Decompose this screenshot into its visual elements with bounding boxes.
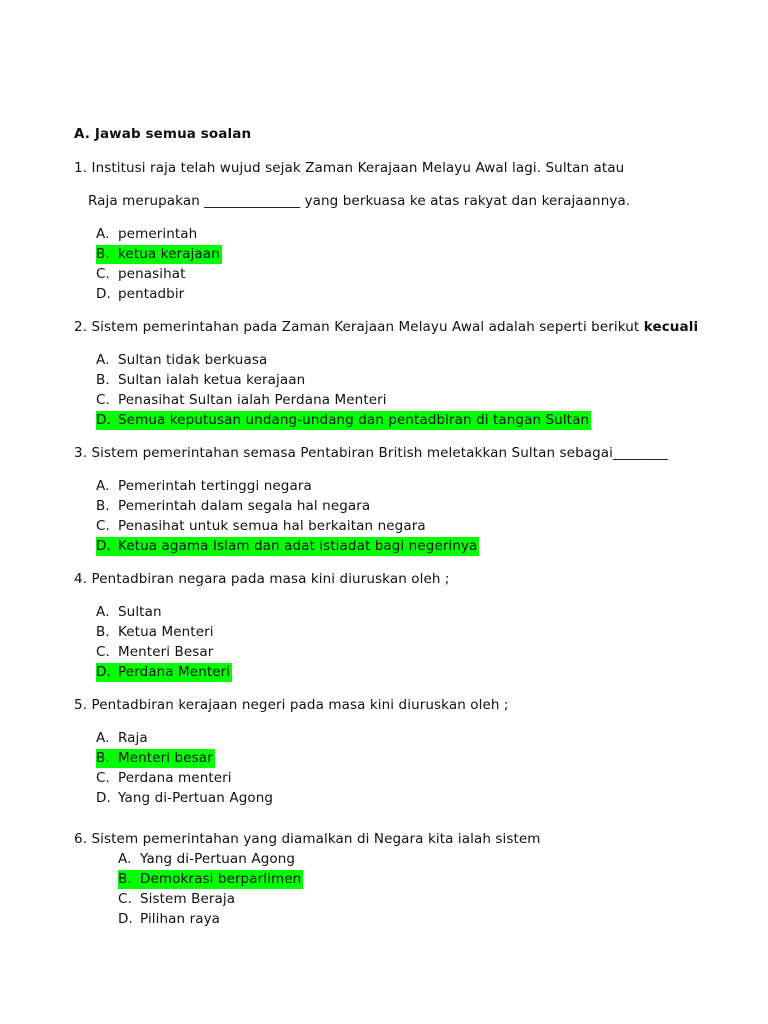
question-6 — [74, 830, 541, 849]
option-4b[interactable] — [96, 623, 216, 642]
option-1a[interactable] — [96, 225, 199, 244]
option-text: Sultan ialah ketua kerajaan — [118, 372, 306, 388]
option-text: Raja — [118, 730, 148, 746]
option-letter: B. — [96, 750, 110, 766]
option-letter: A. — [96, 604, 110, 620]
option-text: Semua keputusan undang-undang dan pentadbiran di tangan Sultan — [118, 412, 590, 428]
option-letter: B. — [96, 246, 110, 262]
option-letter: B. — [96, 624, 110, 640]
option-6b-correct[interactable] — [118, 870, 303, 889]
question-3 — [74, 444, 668, 463]
question-text: Sistem pemerintahan semasa Pentabiran British meletakkan Sultan sebagai________ — [91, 445, 668, 461]
question-number: 5. — [74, 697, 88, 713]
option-2b[interactable] — [96, 371, 307, 390]
option-letter: C. — [96, 644, 110, 660]
question-number: 3. — [74, 445, 88, 461]
option-letter: A. — [96, 226, 110, 242]
option-text: Pilihan raya — [140, 911, 221, 927]
option-text: Yang di-Pertuan Agong — [118, 790, 274, 806]
option-text: Penasihat Sultan ialah Perdana Menteri — [118, 392, 387, 408]
question-2 — [74, 318, 698, 337]
option-3b[interactable] — [96, 497, 372, 516]
option-text: Sultan — [118, 604, 162, 620]
option-letter: D. — [96, 664, 111, 680]
option-text: Sistem Beraja — [140, 891, 236, 907]
option-letter: D. — [118, 911, 133, 927]
option-5c[interactable] — [96, 769, 234, 788]
option-3a[interactable] — [96, 477, 314, 496]
question-1 — [74, 159, 624, 178]
option-4d-correct[interactable] — [96, 663, 232, 682]
option-text: Menteri besar — [118, 750, 213, 766]
option-1c[interactable] — [96, 265, 188, 284]
option-text: Sultan tidak berkuasa — [118, 352, 268, 368]
option-letter: D. — [96, 790, 111, 806]
question-4 — [74, 570, 450, 589]
option-text: Perdana menteri — [118, 770, 232, 786]
option-text: penasihat — [118, 266, 186, 282]
option-letter: C. — [96, 518, 110, 534]
section-heading: A. Jawab semua soalan — [74, 126, 252, 142]
option-letter: C. — [96, 266, 110, 282]
option-6c[interactable] — [118, 890, 237, 909]
option-letter: A. — [96, 730, 110, 746]
option-letter: A. — [96, 478, 110, 494]
option-letter: B. — [96, 498, 110, 514]
option-letter: A. — [96, 352, 110, 368]
option-3c[interactable] — [96, 517, 428, 536]
option-letter: A. — [118, 851, 132, 867]
question-text: Pentadbiran negara pada masa kini diuruskan oleh ; — [91, 571, 450, 587]
option-letter: D. — [96, 538, 111, 554]
option-4c[interactable] — [96, 643, 215, 662]
question-text: Pentadbiran kerajaan negeri pada masa kini diuruskan oleh ; — [91, 697, 509, 713]
option-text: Perdana Menteri — [118, 664, 231, 680]
question-number: 2. — [74, 319, 88, 335]
question-text: Institusi raja telah wujud sejak Zaman Kerajaan Melayu Awal lagi. Sultan atau — [91, 160, 625, 176]
option-text: Ketua Menteri — [118, 624, 214, 640]
option-2a[interactable] — [96, 351, 269, 370]
option-text: Menteri Besar — [118, 644, 214, 660]
option-letter: D. — [96, 412, 111, 428]
option-text: Yang di-Pertuan Agong — [140, 851, 296, 867]
option-1d[interactable] — [96, 285, 186, 304]
option-3d-correct[interactable] — [96, 537, 479, 556]
question-number: 4. — [74, 571, 88, 587]
option-text: pentadbir — [118, 286, 185, 302]
option-text: Pemerintah tertinggi negara — [118, 478, 312, 494]
option-letter: C. — [96, 770, 110, 786]
question-text: Sistem pemerintahan yang diamalkan di Negara kita ialah sistem — [91, 831, 541, 847]
option-6d[interactable] — [118, 910, 222, 929]
option-2d-correct[interactable] — [96, 411, 591, 430]
option-letter: B. — [118, 871, 132, 887]
option-text: Pemerintah dalam segala hal negara — [118, 498, 371, 514]
option-text: Penasihat untuk semua hal berkaitan negara — [118, 518, 426, 534]
option-6a[interactable] — [118, 850, 297, 869]
option-letter: D. — [96, 286, 111, 302]
option-letter: B. — [96, 372, 110, 388]
question-5 — [74, 696, 509, 715]
option-letter: C. — [118, 891, 132, 907]
option-text: pemerintah — [118, 226, 198, 242]
option-2c[interactable] — [96, 391, 389, 410]
option-4a[interactable] — [96, 603, 164, 622]
option-5d[interactable] — [96, 789, 275, 808]
question-1-continuation: Raja merupakan ______________ yang berkuasa ke atas rakyat dan kerajaannya. — [88, 193, 631, 209]
option-text: Ketua agama Islam dan adat istiadat bagi negerinya — [118, 538, 478, 554]
option-text: ketua kerajaan — [118, 246, 220, 262]
option-5b-correct[interactable] — [96, 749, 215, 768]
option-text: Demokrasi berparlimen — [140, 871, 302, 887]
question-text: Sistem pemerintahan pada Zaman Kerajaan Melayu Awal adalah seperti berikut — [91, 319, 640, 335]
option-5a[interactable] — [96, 729, 150, 748]
question-emphasis: kecuali — [643, 319, 699, 335]
question-number: 1. — [74, 160, 88, 176]
question-number: 6. — [74, 831, 88, 847]
option-letter: C. — [96, 392, 110, 408]
option-1b-correct[interactable] — [96, 245, 222, 264]
